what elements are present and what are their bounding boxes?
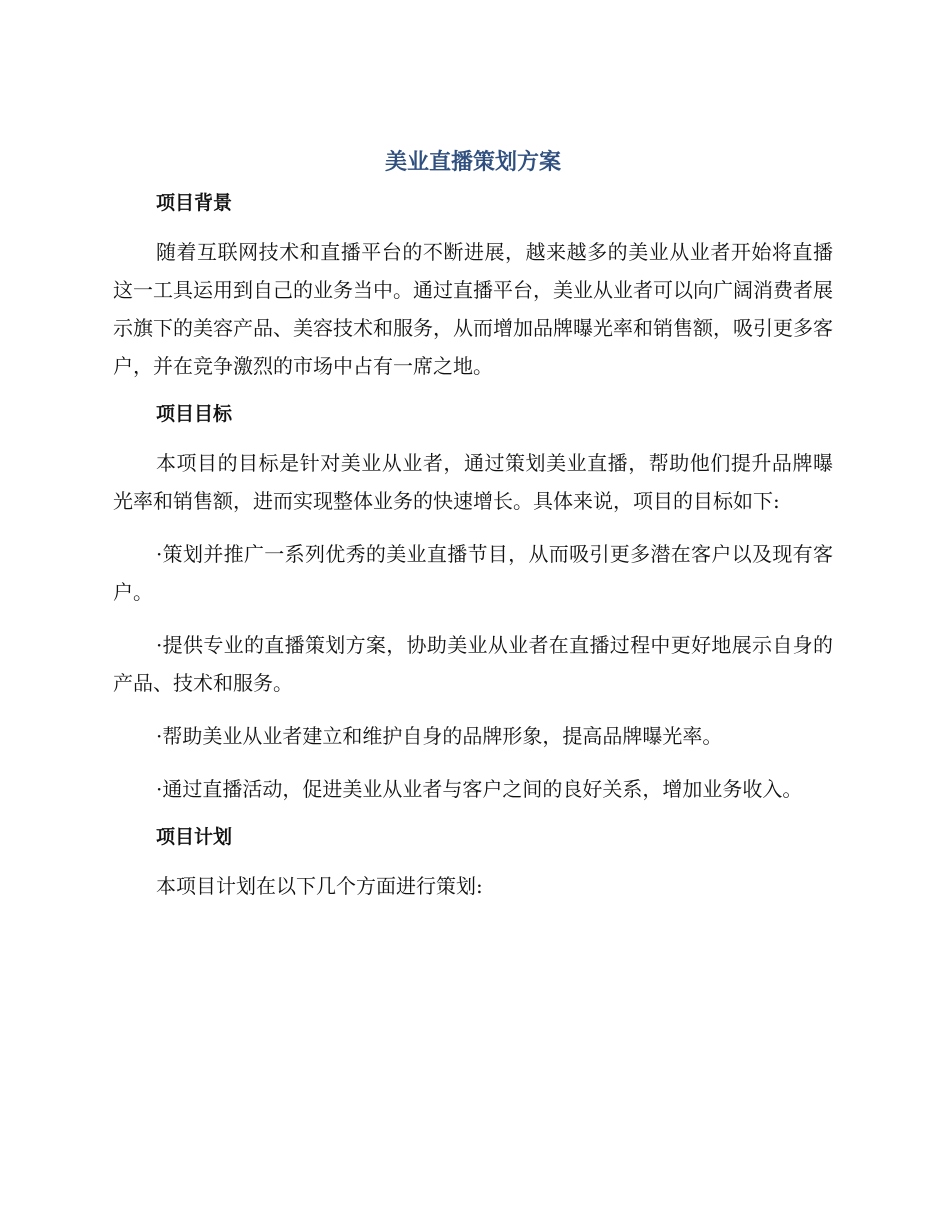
goal-bullet-text: 帮助美业从业者建立和维护自身的品牌形象，提高品牌曝光率。	[162, 724, 723, 748]
section-goals	[113, 400, 833, 808]
bullet-mark: ·	[156, 777, 163, 801]
goal-bullet-text: 提供专业的直播策划方案，协助美业从业者在直播过程中更好地展示自身的产品、技术和服务。	[113, 633, 833, 695]
goal-bullet-item	[113, 770, 833, 808]
section-heading-background: 项目背景	[156, 192, 233, 214]
goal-bullet-item	[113, 535, 833, 611]
background-paragraph: 随着互联网技术和直播平台的不断进展，越来越多的美业从业者开始将直播这一工具运用到自己的业务当中。通过直播平台，美业从业者可以向广阔消费者展示旗下的美容产品、美容技术和服务，从而增加品牌曝光率和销售额，吸引更多客户，并在竞争激烈的市场中占有一席之地。	[113, 240, 833, 378]
section-heading-goals: 项目目标	[156, 403, 233, 425]
goal-bullet-text: 通过直播活动，促进美业从业者与客户之间的良好关系，增加业务收入。	[162, 777, 803, 801]
goal-bullet-item	[113, 626, 833, 702]
document-body	[113, 145, 833, 920]
bullet-mark: ·	[156, 542, 163, 566]
goals-intro-paragraph: 本项目的目标是针对美业从业者，通过策划美业直播，帮助他们提升品牌曝光率和销售额，进而实现整体业务的快速增长。具体来说，项目的目标如下:	[113, 451, 833, 513]
section-heading-plan: 项目计划	[156, 826, 233, 848]
bullet-mark: ·	[156, 633, 163, 657]
document-title: 美业直播策划方案	[384, 150, 561, 175]
bullet-mark: ·	[156, 724, 163, 748]
goal-bullet-text: 策划并推广一系列优秀的美业直播节目，从而吸引更多潜在客户以及现有客户。	[113, 542, 833, 604]
goal-bullet-item	[113, 717, 833, 755]
section-plan	[113, 823, 833, 905]
section-background	[113, 189, 833, 385]
plan-paragraph: 本项目计划在以下几个方面进行策划:	[156, 874, 483, 898]
